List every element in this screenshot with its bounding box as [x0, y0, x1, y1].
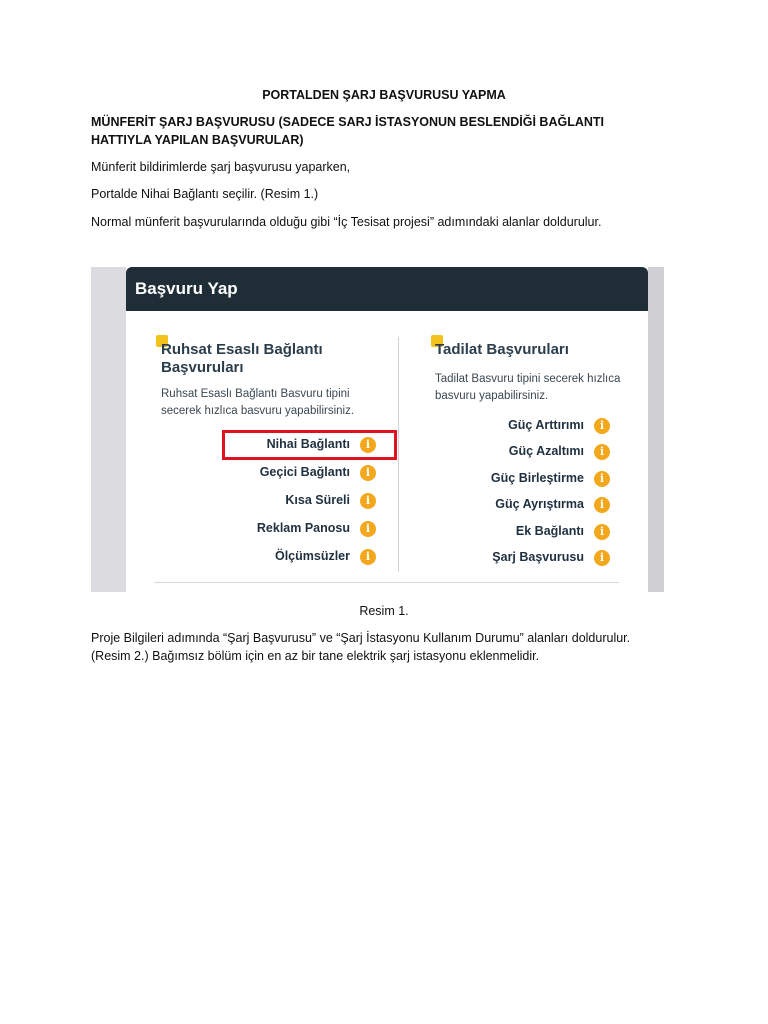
menu-item-label: Ölçümsüzler [274, 549, 350, 563]
info-icon[interactable]: i [360, 549, 376, 565]
menu-item-label: Nihai Bağlantı [266, 437, 350, 451]
menu-item-label: Güç Azaltımı [508, 444, 584, 458]
column-divider [398, 337, 399, 572]
ruhsat-column [126, 311, 398, 592]
menu-item-label: Şarj Başvurusu [492, 550, 584, 564]
basvuru-panel [126, 267, 648, 592]
info-icon[interactable]: i [594, 524, 610, 540]
figure-shade-right [648, 267, 664, 592]
menu-item-guc-azaltimi[interactable] [430, 441, 610, 463]
ruhsat-section-title: Ruhsat Esaslı Bağlantı Başvuruları [161, 341, 323, 376]
menu-item-guc-arttirimi[interactable] [430, 415, 610, 437]
paragraph-4: Proje Bilgileri adımında “Şarj Başvurusu” ve “Şarj İstasyonu Kullanım Durumu” alanları doldurulur. (Resim 2.) Bağımsız bölüm için en az bir tane elektrik şarj istasyonu eklenmelidir. [91, 631, 631, 663]
info-icon[interactable]: i [594, 418, 610, 434]
figure-caption: Resim 1. [359, 604, 409, 618]
document-title: PORTALDEN ŞARJ BAŞVURUSU YAPMA [262, 88, 506, 102]
menu-item-sarj-basvurusu[interactable] [430, 547, 610, 569]
menu-item-label: Güç Birleştirme [490, 471, 584, 485]
figure-shade-left [91, 267, 126, 592]
paragraph-1: Münferit bildirimlerde şarj başvurusu yaparken, [91, 160, 351, 174]
paragraph-3: Normal münferit başvurularında olduğu gibi “İç Tesisat projesi” adımındaki alanlar doldurulur. [91, 215, 602, 229]
menu-item-olcumsuzler[interactable] [186, 546, 376, 568]
menu-item-label: Geçici Bağlantı [259, 465, 350, 479]
panel-header [126, 267, 648, 311]
screenshot-figure [91, 267, 664, 592]
info-icon[interactable]: i [360, 437, 376, 453]
panel-bottom-divider [154, 582, 619, 583]
info-icon[interactable]: i [360, 493, 376, 509]
tadilat-column [400, 311, 648, 592]
paragraph-2: Portalde Nihai Bağlantı seçilir. (Resim 1.) [91, 187, 319, 201]
menu-item-label: Reklam Panosu [256, 521, 350, 535]
info-icon[interactable]: i [360, 465, 376, 481]
menu-item-label: Ek Bağlantı [515, 524, 584, 538]
menu-item-kisa-sureli[interactable] [186, 490, 376, 512]
menu-item-label: Güç Ayrıştırma [495, 497, 584, 511]
menu-item-gecici-baglanti[interactable] [186, 462, 376, 484]
menu-item-reklam-panosu[interactable] [186, 518, 376, 540]
section-heading: MÜNFERİT ŞARJ BAŞVURUSU (SADECE SARJ İSTASYONUN BESLENDİĞİ BAĞLANTI HATTIYLA YAPILAN BAŞVURULAR) [91, 115, 605, 147]
highlight-box [222, 430, 397, 460]
menu-item-label: Güç Arttırımı [508, 418, 584, 432]
panel-title: Başvuru Yap [135, 279, 238, 298]
info-icon[interactable]: i [360, 521, 376, 537]
menu-item-guc-ayristirma[interactable] [430, 494, 610, 516]
info-icon[interactable]: i [594, 497, 610, 513]
menu-item-guc-birlestirme[interactable] [430, 468, 610, 490]
info-icon[interactable]: i [594, 471, 610, 487]
ruhsat-section-description: Ruhsat Esaslı Bağlantı Basvuru tipini secerek hızlıca basvuru yapabilirsiniz. [161, 388, 355, 417]
menu-item-ek-baglanti[interactable] [430, 521, 610, 543]
tadilat-section-title: Tadilat Başvuruları [435, 341, 569, 358]
menu-item-label: Kısa Süreli [285, 493, 350, 507]
tadilat-section-description: Tadilat Basvuru tipini secerek hızlıca basvuru yapabilirsiniz. [435, 373, 621, 402]
info-icon[interactable]: i [594, 550, 610, 566]
info-icon[interactable]: i [594, 444, 610, 460]
